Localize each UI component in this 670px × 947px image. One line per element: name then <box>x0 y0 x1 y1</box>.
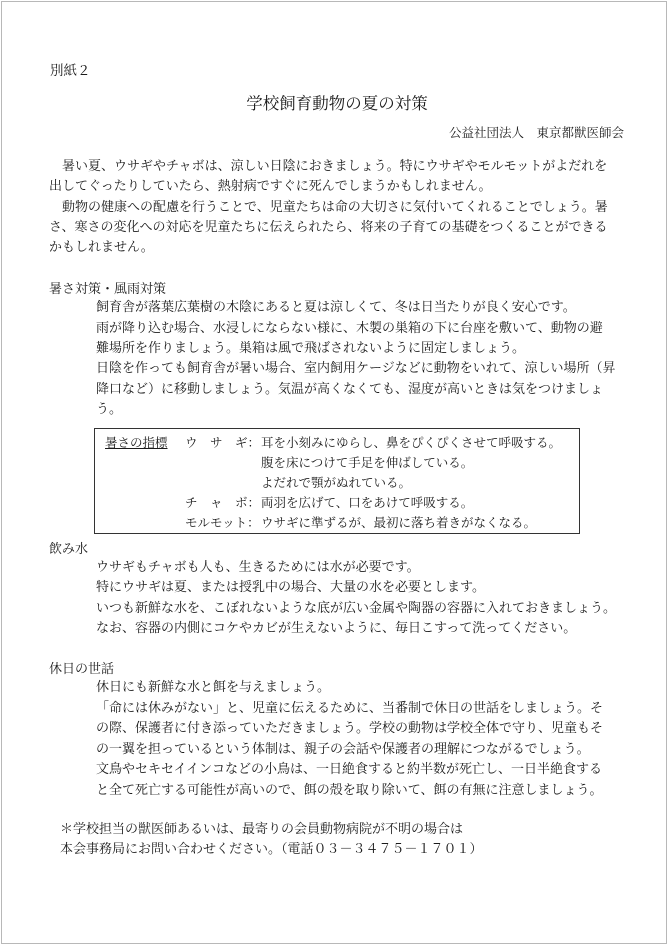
intro-line: かもしれません。 <box>49 240 154 255</box>
intro-line: 出してぐったりしていたら、熱射病ですぐに死んでしまうかもしれません。 <box>49 179 492 194</box>
section-line: 難場所を作りましょう。巣箱は風で飛ばされないように固定しましょう。 <box>96 341 526 356</box>
intro-line: さ、寒さの変化への対応を児童たちに伝えられたら、将来の子育ての基礎をつくることができる <box>49 220 608 235</box>
rabbit-sign: 耳を小刻みにゆらし、鼻をぴくぴくさせて呼吸する。 <box>261 435 562 450</box>
footer-note: ＊学校担当の獣医師あるいは、最寄りの会員動物病院が不明の場合は <box>60 822 464 837</box>
section-line: いつも新鮮な水を、こぼれないような底が広い金属や陶器の容器に入れておきましょう。 <box>96 601 617 616</box>
guinea-pig-label: モルモット： <box>185 515 260 530</box>
section-line: なお、容器の内側にコケやカビが生えないように、毎日こすって洗ってください。 <box>96 621 577 636</box>
document-page <box>1 1 667 944</box>
chabo-label: チ ャ ボ： <box>185 495 261 510</box>
section-line: の一翼を担っているという体制は、親子の会話や保護者の理解につながるでしょう。 <box>96 742 590 757</box>
rabbit-sign: 腹を床につけて手足を伸ばしている。 <box>261 455 474 470</box>
section-line: 文鳥やセキセイインコなどの小鳥は、一日絶食すると約半数が死亡し、一日半絶食する <box>96 762 602 777</box>
rabbit-label: ウ サ ギ： <box>185 435 261 450</box>
organization-name: 公益社団法人 東京都獣医師会 <box>448 125 624 140</box>
section-line: 「命には休みがない」と、児童に伝えるために、当番制で休日の世話をしましょう。そ <box>96 701 604 716</box>
section-heading-heat: 暑さ対策・風雨対策 <box>49 282 167 297</box>
section-line: と全て死亡する可能性が高いので、餌の殻を取り除いて、餌の有無に注意しましょう。 <box>96 783 603 798</box>
intro-line: 暑い夏、ウサギやチャボは、涼しい日陰におきましょう。特にウサギやモルモットがよだれを <box>62 159 608 174</box>
footer-contact: 本会事務局にお問い合わせください。（電話０３－３４７５－１７０１） <box>60 842 483 857</box>
section-heading-water: 飲み水 <box>49 542 89 557</box>
section-line: 休日にも新鮮な水と餌を与えましょう。 <box>96 680 331 695</box>
box-title: 暑さの指標 <box>105 435 168 450</box>
section-line: 日陰を作っても飼育舎が暑い場合、室内飼用ケージなどに動物をいれて、涼しい場所（昇 <box>96 361 616 376</box>
section-heading-holiday: 休日の世話 <box>49 662 115 677</box>
section-line: 特にウサギは夏、または授乳中の場合、大量の水を必要とします。 <box>96 580 485 595</box>
intro-line: 動物の健康への配慮を行うことで、児童たちは命の大切さに気付いてくれることでしょう。暑 <box>62 200 608 215</box>
section-line: ウサギもチャボも人も、生きるためには水が必要です。 <box>96 560 420 575</box>
guinea-pig-sign: ウサギに準ずるが、最初に落ち着きがなくなる。 <box>261 515 537 530</box>
section-line: の際、保護者に付き添っていただきましょう。学校の動物は学校全体で守り、児童もそ <box>96 721 604 736</box>
section-line: 降口など）に移動しましょう。気温が高くなくても、湿度が高いときは気をつけましょ <box>96 382 604 397</box>
rabbit-sign: よだれで顎がぬれている。 <box>261 475 412 490</box>
section-line: 雨が降り込む場合、水浸しにならない様に、木製の巣箱の下に台座を敷いて、動物の避 <box>96 321 603 336</box>
chabo-sign: 両羽を広げて、口をあけて呼吸する。 <box>261 495 474 510</box>
heat-indicator-box <box>94 428 580 534</box>
attachment-label: 別紙２ <box>50 63 91 79</box>
section-line: 飼育舎が落葉広葉樹の木陰にあると夏は涼しくて、冬は日当たりが良く安心です。 <box>96 300 576 315</box>
document-title: 学校飼育動物の夏の対策 <box>246 94 428 113</box>
section-line: う。 <box>96 402 123 417</box>
